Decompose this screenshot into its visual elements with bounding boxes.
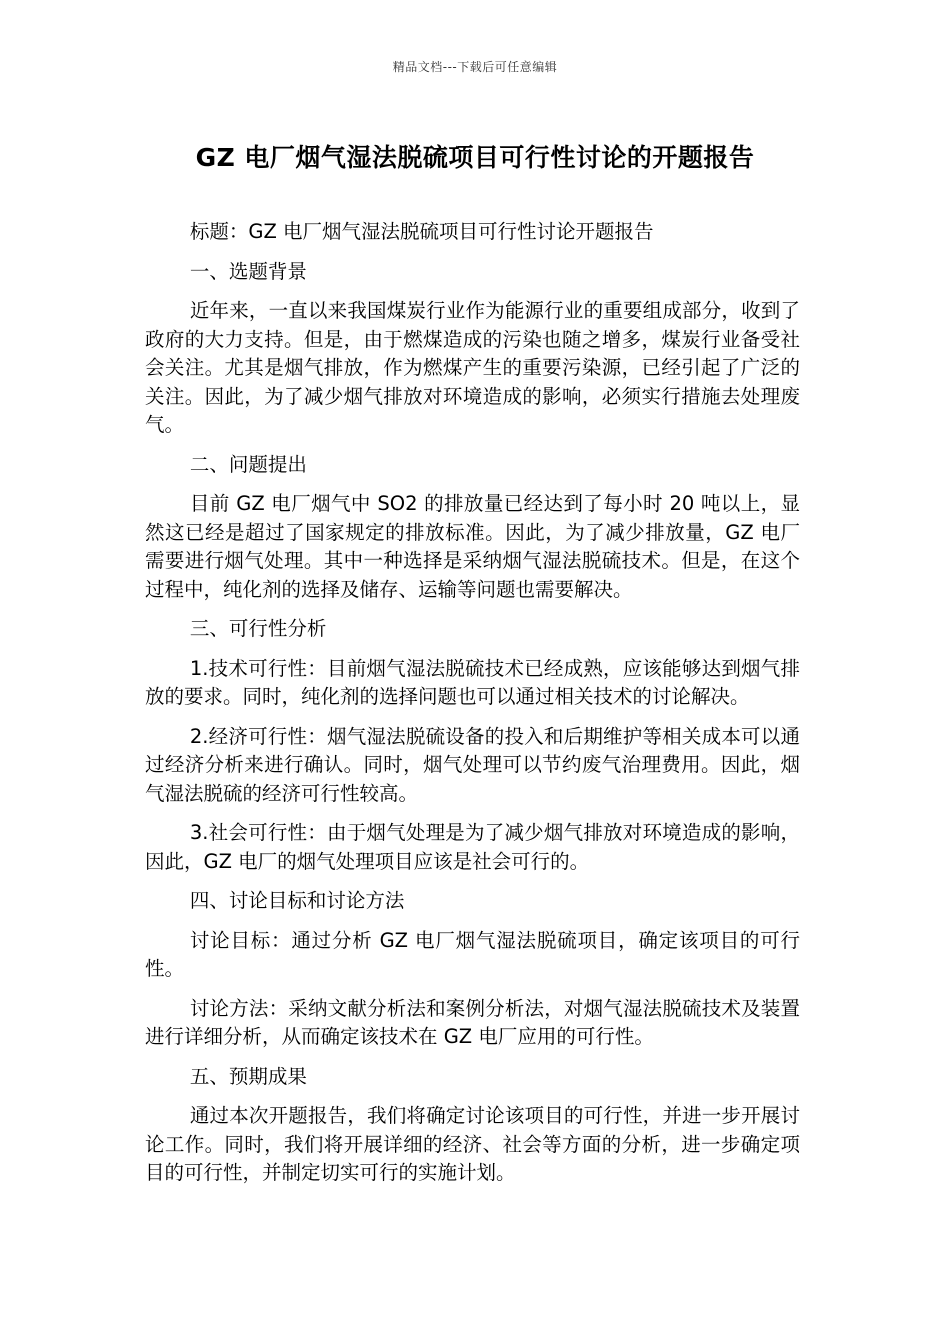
section-heading-goals-methods: 四、讨论目标和讨论方法 xyxy=(189,889,405,912)
paragraph-economic-feasibility: 2.经济可行性：烟气湿法脱硫设备的投入和后期维护等相关成本可以通过经济分析来进行确认。同时，烟气处理可以节约废气治理费用。因此，烟气湿法脱硫的经济可行性较高。 xyxy=(145,724,800,805)
document-title: GZ 电厂烟气湿法脱硫项目可行性讨论的开题报告 xyxy=(195,143,755,172)
paragraph-social-feasibility: 3.社会可行性：由于烟气处理是为了减少烟气排放对环境造成的影响，因此，GZ 电厂的烟气处理项目应该是社会可行的。 xyxy=(145,821,800,873)
header-note: 精品文档---下载后可任意编辑 xyxy=(392,60,558,74)
subject-line: 标题：GZ 电厂烟气湿法脱硫项目可行性讨论开题报告 xyxy=(189,220,654,243)
section-heading-expected-results: 五、预期成果 xyxy=(189,1064,307,1088)
section-heading-feasibility: 三、可行性分析 xyxy=(189,617,327,640)
paragraph-technical-feasibility: 1.技术可行性：目前烟气湿法脱硫技术已经成熟，应该能够达到烟气排放的要求。同时，纯化剂的选择问题也可以通过相关技术的讨论解决。 xyxy=(145,656,800,708)
paragraph-method: 讨论方法：采纳文献分析法和案例分析法，对烟气湿法脱硫技术及装置进行详细分析，从而确定该技术在 GZ 电厂应用的可行性。 xyxy=(145,996,800,1048)
section-heading-background: 一、选题背景 xyxy=(189,259,307,283)
section-heading-problem: 二、问题提出 xyxy=(189,452,307,476)
document-body xyxy=(145,218,800,1199)
paragraph-expected-results: 通过本次开题报告，我们将确定讨论该项目的可行性，并进一步开展讨论工作。同时，我们将开展详细的经济、社会等方面的分析，进一步确定项目的可行性，并制定切实可行的实施计划。 xyxy=(145,1104,800,1184)
paragraph-background: 近年来，一直以来我国煤炭行业作为能源行业的重要组成部分，收到了政府的大力支持。但是，由于燃煤造成的污染也随之增多，煤炭行业备受社会关注。尤其是烟气排放，作为燃煤产生的重要污染源，已经引起了广泛的关注。因此，为了减少烟气排放对环境造成的影响，必须实行措施去处理废气。 xyxy=(145,299,800,436)
paragraph-problem: 目前 GZ 电厂烟气中 SO2 的排放量已经达到了每小时 20 吨以上，显然这已经是超过了国家规定的排放标准。因此，为了减少排放量，GZ 电厂需要进行烟气处理。其中一种选择是采纳烟气湿法脱硫技术。但是，在这个过程中，纯化剂的选择及储存、运输等问题也需要解决。 xyxy=(145,492,800,601)
paragraph-goal: 讨论目标：通过分析 GZ 电厂烟气湿法脱硫项目，确定该项目的可行性。 xyxy=(145,928,800,980)
